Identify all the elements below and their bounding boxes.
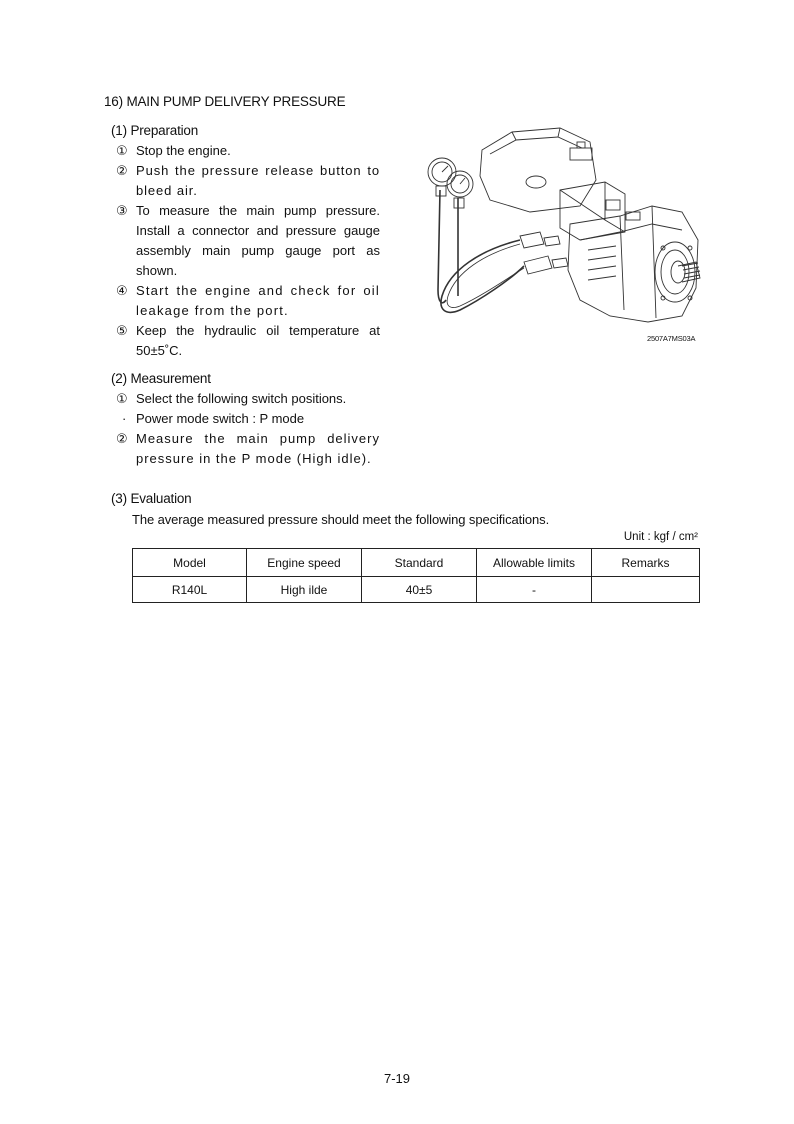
table-cell: - (477, 577, 592, 603)
preparation-step: ① Stop the engine. (116, 143, 231, 158)
preparation-title: (1) Preparation (111, 123, 199, 138)
table-header: Remarks (592, 549, 700, 577)
table-header: Model (133, 549, 247, 577)
table-row (133, 577, 700, 603)
table-header: Allowable limits (477, 549, 592, 577)
pump-gauge-illustration (420, 120, 710, 335)
table-header: Engine speed (247, 549, 362, 577)
table-cell (592, 577, 700, 603)
unit-label: Unit : kgf / cm² (623, 531, 698, 543)
table-header-row (133, 549, 700, 577)
measurement-step: ② Measure the main pump delivery pressure in the P mode (High idle). (116, 431, 380, 466)
preparation-step: ③ To measure the main pump pressure. Install a connector and pressure gauge assembly main pump gauge port as shown. (116, 203, 380, 278)
table-cell: High ilde (247, 577, 362, 603)
evaluation-title: (3) Evaluation (111, 491, 192, 506)
page-number: 7-19 (383, 1071, 411, 1086)
measurement-title: (2) Measurement (111, 371, 211, 386)
figure-code: 2507A7MS03A (647, 334, 696, 343)
table-header: Standard (362, 549, 477, 577)
preparation-step: ⑤ Keep the hydraulic oil temperature at 50±5˚C. (116, 323, 380, 358)
measurement-step: ① Select the following switch positions. (116, 391, 347, 406)
measurement-step: · Power mode switch : P mode (122, 411, 305, 426)
preparation-step: ② Push the pressure release button to bleed air. (116, 163, 380, 198)
measurement-steps (116, 389, 380, 469)
preparation-step: ④ Start the engine and check for oil leakage from the port. (116, 283, 380, 318)
table-cell: R140L (133, 577, 247, 603)
preparation-steps (116, 141, 380, 361)
section-heading: 16) MAIN PUMP DELIVERY PRESSURE (104, 94, 346, 109)
table-cell: 40±5 (362, 577, 477, 603)
evaluation-text: The average measured pressure should meet the following specifications. (132, 512, 550, 527)
specification-table (132, 548, 700, 603)
